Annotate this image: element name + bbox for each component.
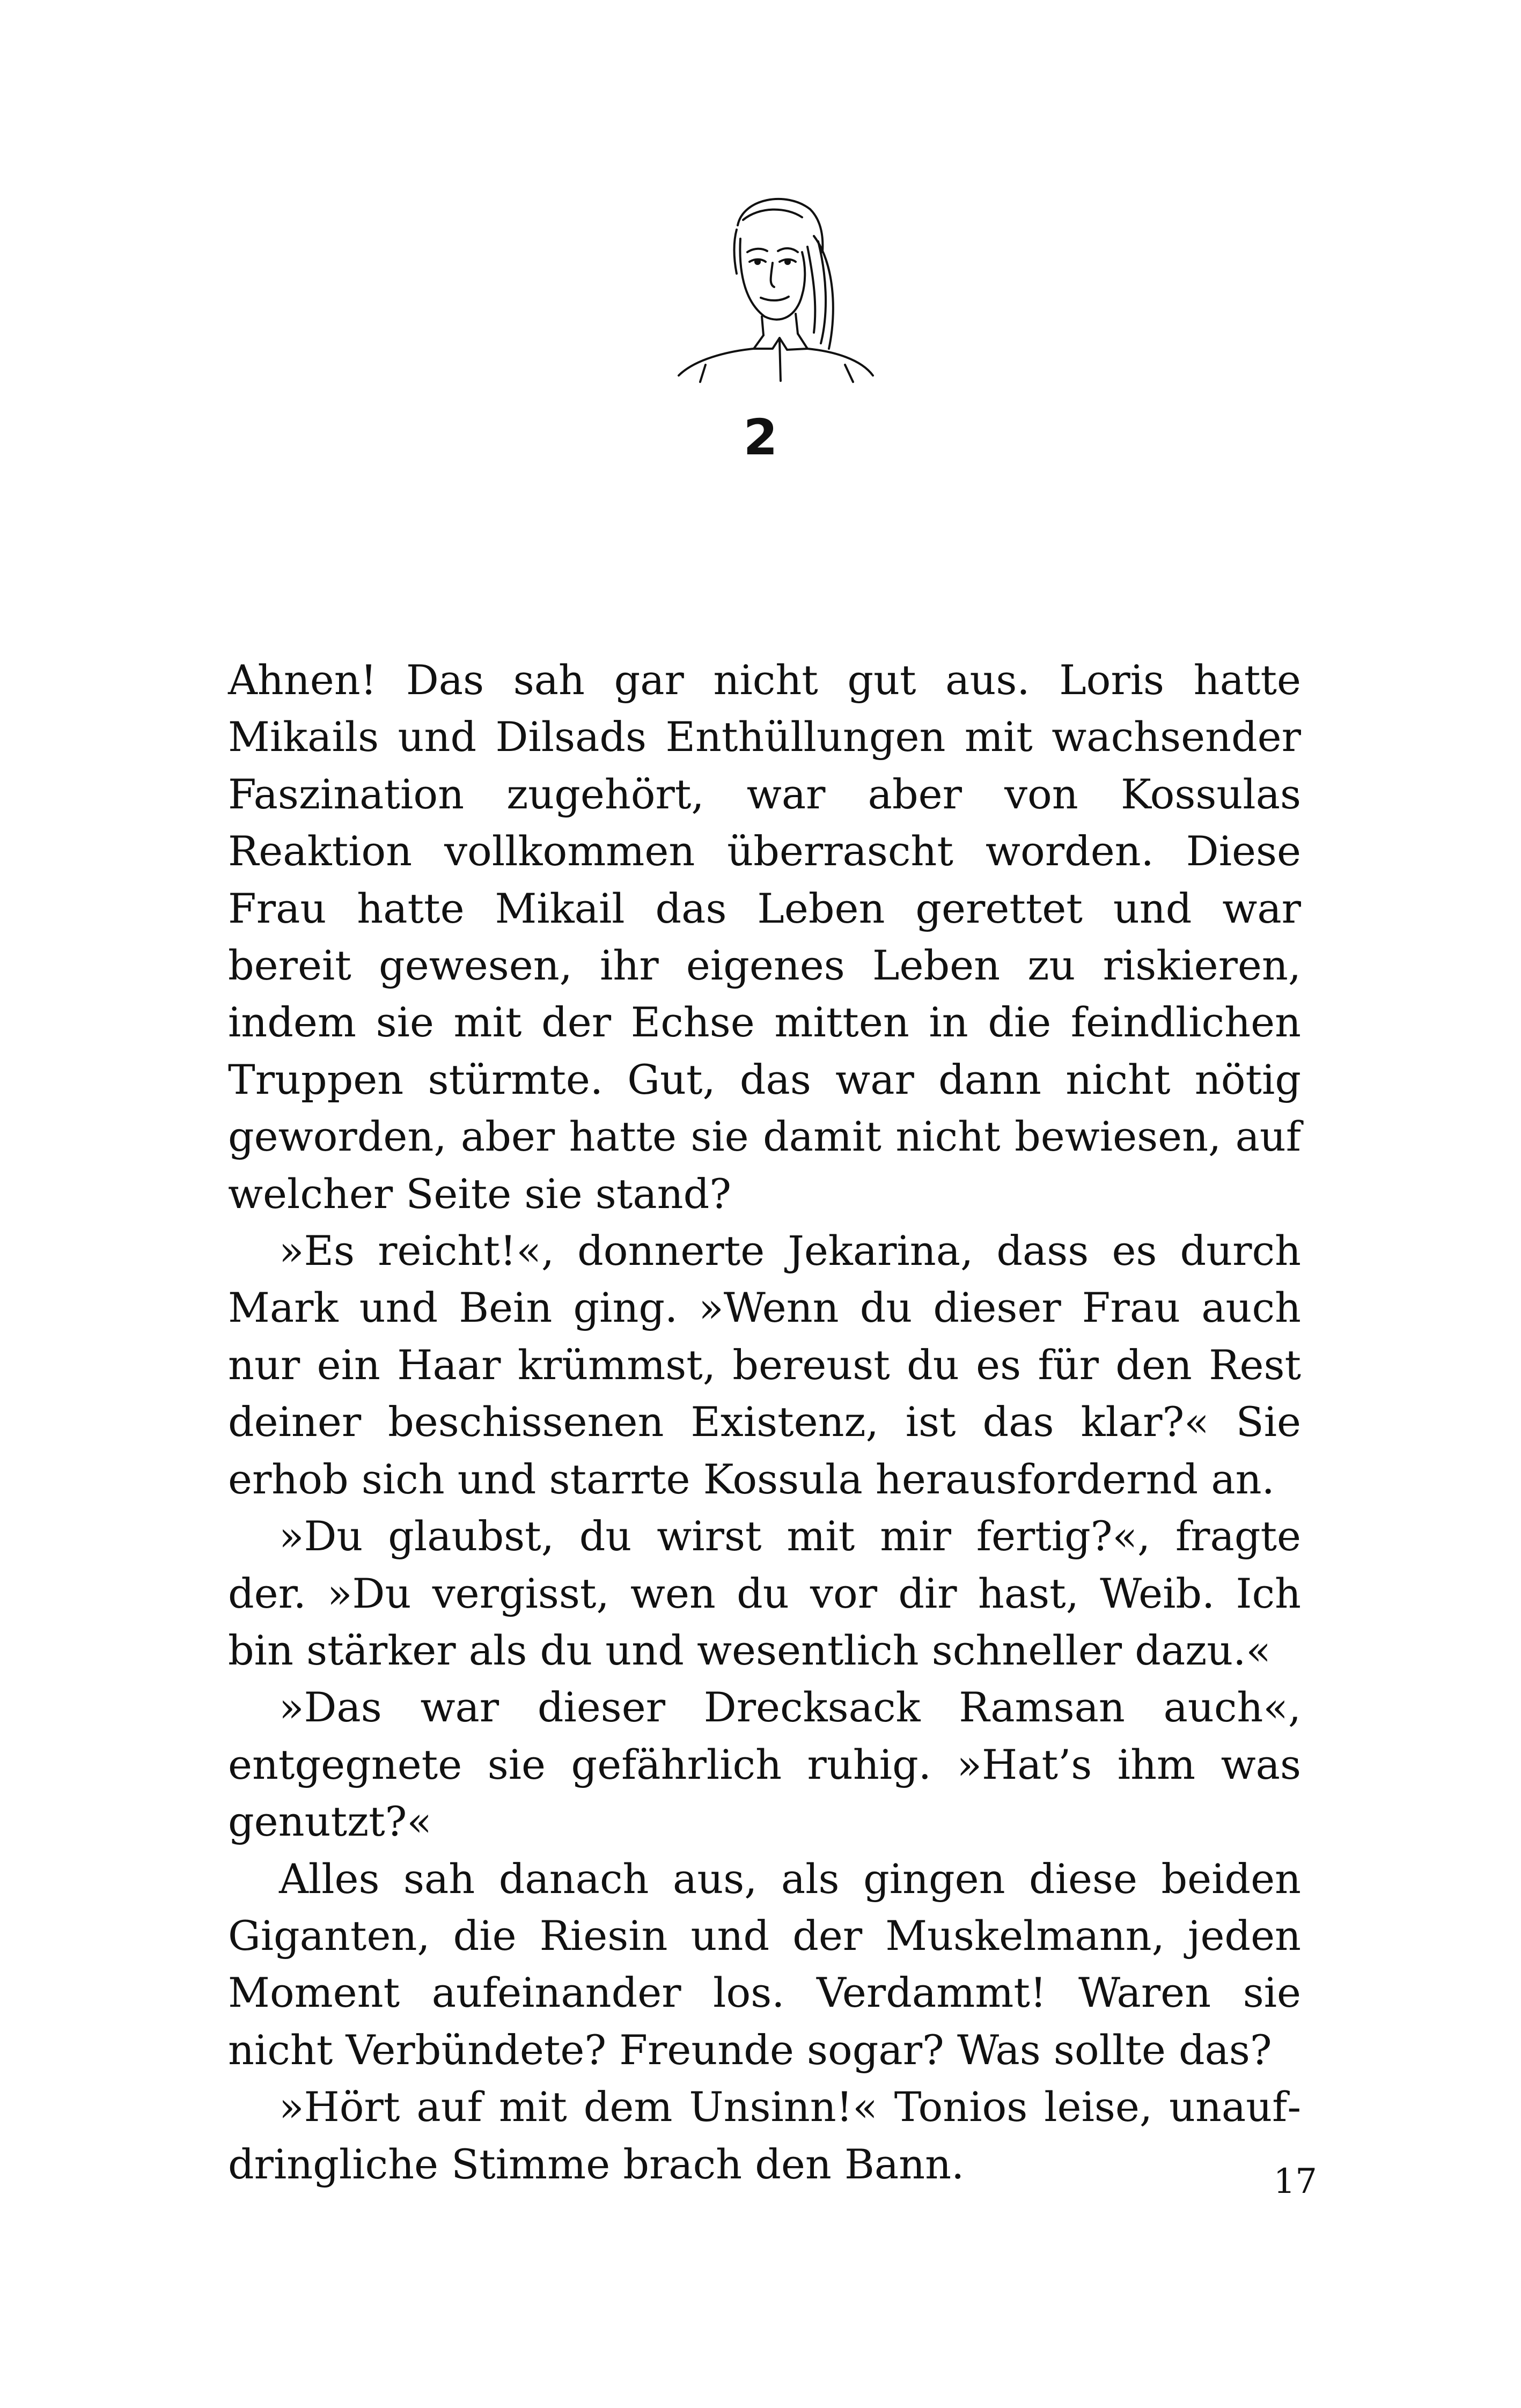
paragraph: Alles sah danach aus, als gingen diese beiden Giganten, die Riesin und der Muskelmann, jeden Moment aufeinander los. Verdammt! Waren sie nicht Verbündete? Freunde sogar? Was sollte das?	[228, 1854, 1301, 2074]
chapter-number: 2	[743, 409, 778, 466]
page-number: 17	[1273, 2162, 1317, 2201]
paragraph: »Hört auf mit dem Unsinn!« Tonios leise, unaufdringliche Stimme brach den Bann.	[228, 2083, 1301, 2188]
woman-portrait-sketch-icon	[673, 188, 877, 386]
paragraph: »Es reicht!«, donnerte Jekarina, dass es durch Mark und Bein ging. »Wenn du dieser Frau auch nur ein Haar krümmst, bereust du es für den Rest deiner beschissenen Existenz, ist das klar?« Sie erhob sich und starrte Kossula herausfordernd an.	[228, 1227, 1301, 1503]
paragraph: »Du glaubst, du wirst mit mir fertig?«, fragte der. »Du vergisst, wen du vor dir hast, Weib. Ich bin stärker als du und wesentlich schneller dazu.«	[228, 1512, 1301, 1674]
paragraph: »Das war dieser Drecksack Ramsan auch«, entgegnete sie gefährlich ruhig. »Hat’s ihm was genutzt?«	[228, 1683, 1301, 1846]
body-text	[228, 652, 1301, 2193]
paragraph: Ahnen! Das sah gar nicht gut aus. Loris hatte Mikails und Dilsads Enthüllungen mit wachsender Faszination zugehört, war aber von Kossulas Reaktion vollkommen überrascht worden. Diese Frau hatte Mikail das Leben gerettet und war bereit gewesen, ihr eigenes Leben zu riskieren, indem sie mit der Echse mitten in die feindlichen Truppen stürmte. Gut, das war dann nicht nötig geworden, aber hatte sie damit nicht bewiesen, auf welcher Seite sie stand?	[228, 656, 1301, 1218]
